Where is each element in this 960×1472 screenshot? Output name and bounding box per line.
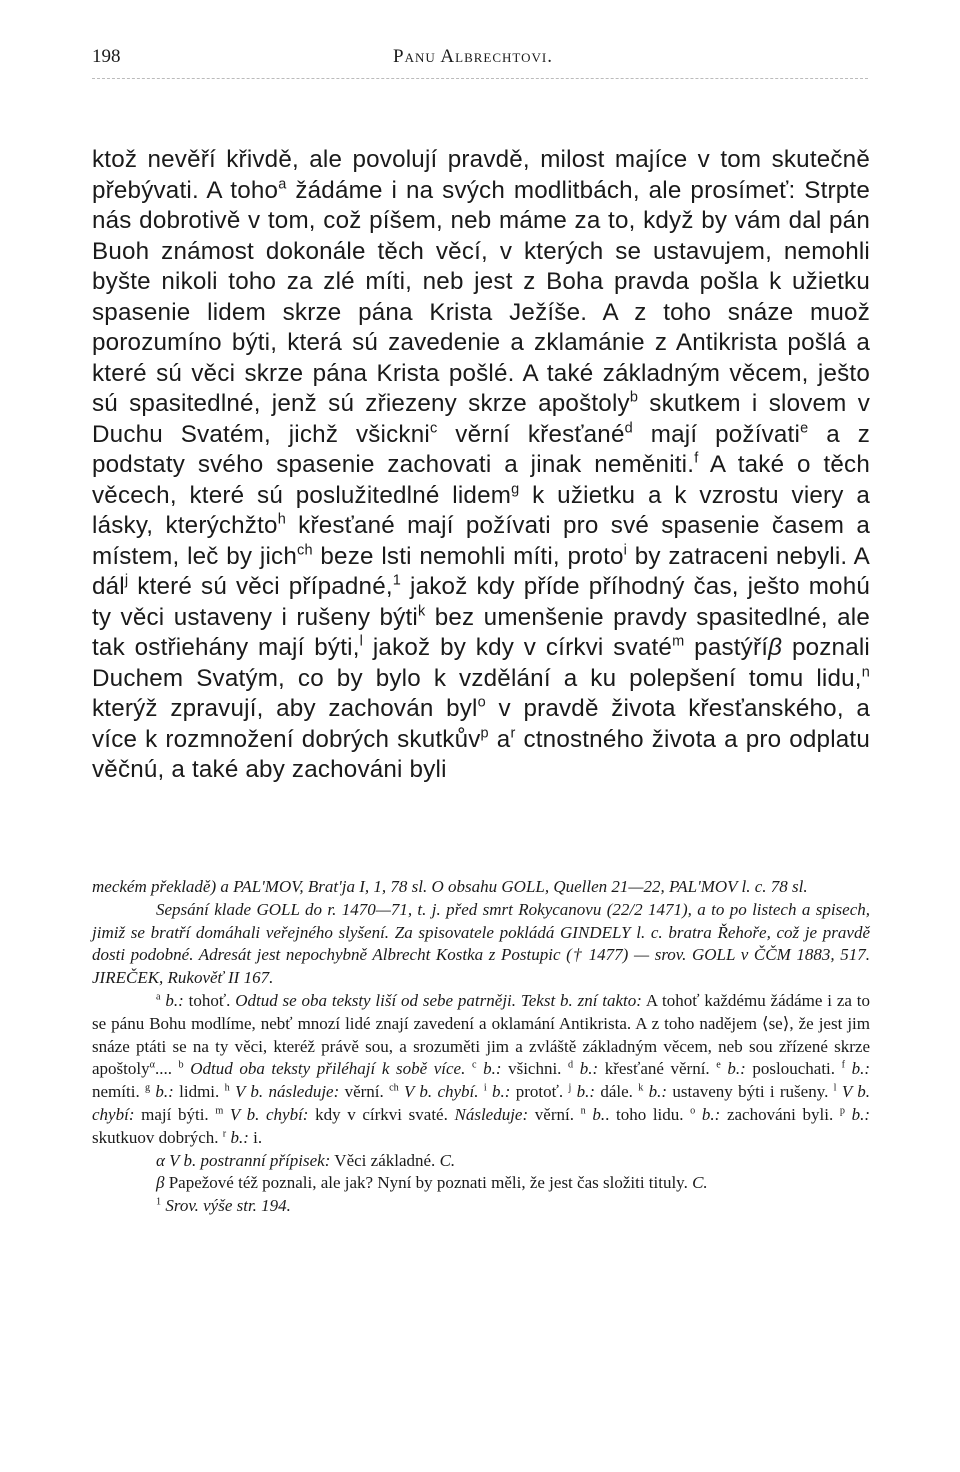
footnote-beta: β Papežové též poznali, ale jak? Nyní by poznati měli, že jest čas složiti tituly. C.: [156, 1173, 708, 1193]
page-number: 198: [92, 46, 121, 67]
footnote-dating: Sepsání klade GOLL do r. 1470—71, t. j. před smrt Rokycanovu (22/2 1471), a to po listech a spisech, jimiž se bratří domáhali veřejného slyšení. Za spisovatele pokládá GINDELY l. c. bratra Řehoře, což je pravdě dosti podobné. Adresát jest nepochybně Albrecht Kostka z Postupic († 1477) — srov. GOLL v ČČM 1883, 517. JIREČEK, Rukověť II 167.: [92, 899, 870, 988]
footnote-alpha: α V b. postranní přípisek: Věci základné. C.: [156, 1150, 456, 1170]
footnotes: [92, 876, 870, 1218]
footnote-1: $^1$ Srov. výše str. 194.: [156, 1196, 291, 1216]
main-text: [92, 145, 870, 786]
footnote-variants: $^a$ b.: tohoť. Odtud se oba teksty liší od sebe patrněji. Tekst b. zní takto: A tohoť každému žádáme i za to se pánu Bohu modlíme, nebť mnozí lidé znají zavedení a oklamání Antikrista. A z toho nadějem ⟨se⟩, že jest jim snáze ptáti se na ty věci, kteréž právě sou, a srozuměti jim a zvláště základným věcem, neb sou zřízené skrze apoštoly$^\alpha$.... $^b$ Odtud oba teksty přiléhají k sobě více. $^c$ b.: všichni. $^d$ b.: křesťané věrní. $^e$ b.: poslouchati. $^f$ b.: nemíti. $^g$ b.: lidmi. $^h$ V b. následuje: věrní. $^{ch}$ V b. chybí. $^i$ b.: protoť. $^j$ b.: dále. $^k$ b.: ustaveny býti i rušeny. $^l$ V b. chybí: mají býti. $^m$ V b. chybí: kdy v církvi svaté. Následuje: věrní. $^n$ b.. toho lidu. $^o$ b.: zachováni byli. $^p$ b.: skutkuov dobrých. $^r$ b.: i.: [92, 990, 871, 1147]
running-head: Panu Albrechtovi.: [393, 46, 553, 67]
footnote-continuation: meckém překladě) a PAL'MOV, Brat'ja I, 1, 78 sl. O obsahu GOLL, Quellen 21—22, PAL'MOV l. c. 78 sl.: [92, 877, 808, 896]
header-rule: [92, 78, 868, 80]
main-paragraph: ktož nevěří křivdě, ale povolují pravdě, milost majíce v tom skutečně přebývati. A toho$^a$ žádáme i na svých modlitbách, ale prosímeť: Strpte nás dobrotivě v tom, což píšem, neb máme za to, když by vám dal pán Buoh známost dokonále těch věcí, v kterých se ustavujem, nemohli byšte nikoli toho za zlé míti, neb jest z Boha pravda pošla k užietku spasenie lidem skrze pána Krista Ježíše. A z toho snáze muož porozumíno býti, která sú zavedenie a zklamánie z Antikrista pošlá a které sú věci skrze pána Krista pošlé. A také základným věcem, ješto sú spasitedlné, jenž sú zřiezeny skrze apoštoly$^b$ skutkem i slovem v Duchu Svatém, jichž všickni$^c$ věrní křesťané$^d$ mají požívati$^e$ a z podstaty svého spasenie zachovati a jinak neměniti.$^f$ A také o těch věcech, které sú poslužitedlné lidem$^g$ k užietku a k vzrostu viery a lásky, kterýchžto$^h$ křesťané mají požívati pro své spasenie časem a místem, leč by jich$^{ch}$ beze lsti nemohli míti, proto$^i$ by zatraceni nebyli. A dál$^j$ které sú věci případné,$^1$ jakož kdy příde příhodný čas, ješto mohú ty věci ustaveny i rušeny býti$^k$ bez umenšenie pravdy spasitedlné, ale tak ostřiehány mají býti,$^l$ jakož by kdy v církvi svaté$^m$ pastýříβ poznali Duchem Svatým, co by bylo k vzdělání a ku polepšení tomu lidu,$^n$ kterýž zpravují, aby zachován byl$^o$ v pravdě života křesťanského, a více k rozmnožení dobrých skutkův$^p$ $a^r$ ctnostného života a pro odplatu věčnú, a také aby zachováni byli: [92, 146, 871, 783]
page-header: [92, 46, 868, 74]
